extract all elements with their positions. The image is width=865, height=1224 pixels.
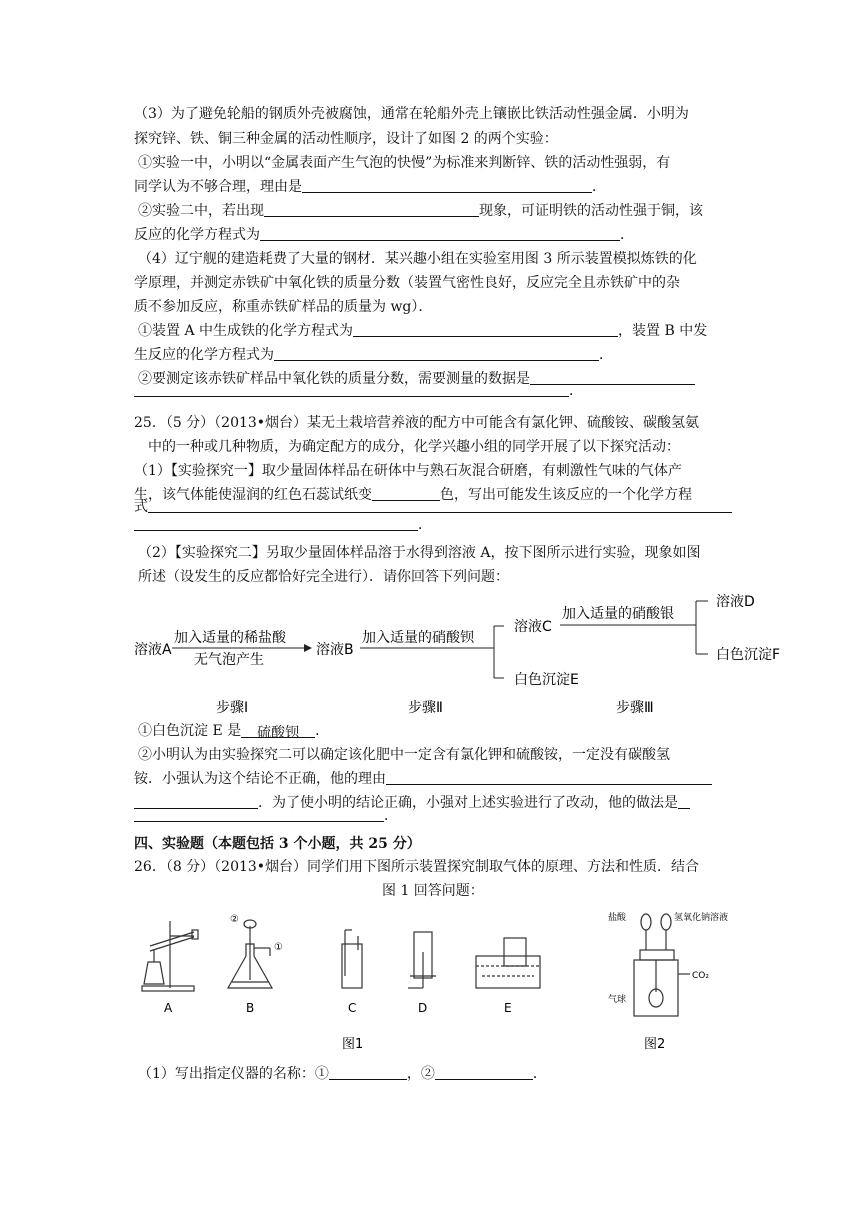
q4-a-equation-label: ①装置 A 中生成铁的化学方程式为 (138, 323, 354, 339)
apparatus-e (476, 938, 540, 988)
q3-line-1: （3）为了避免轮船的钢质外壳被腐蚀，通常在轮船外壳上镶嵌比铁活动性强金属．小明为 (134, 106, 689, 122)
q25-answer-2: ②小明认为由实验探究二可以确定该化肥中一定含有氯化钾和硫酸铵，一定没有碳酸氢 (138, 747, 670, 763)
q4-line-3: 质不参加反应，称重赤铁矿样品的质量为 wg）． (134, 299, 433, 315)
flow-reagent-3: 加入适量的硝酸银 (562, 606, 674, 622)
q4-b-equation-label: 生反应的化学方程式为 (134, 347, 274, 363)
q25-answer-1: ①白色沉淀 E 是 硫酸钡 ． (138, 723, 330, 741)
flow-solution-b: 溶液B (316, 642, 354, 658)
label-co2: CO₂ (692, 971, 709, 981)
flow-arrowhead-1 (304, 644, 312, 652)
label-d: D (418, 1001, 428, 1015)
q3-period: ． (592, 179, 606, 195)
label-naoh: 氢氧化钠溶液 (674, 913, 729, 923)
q25-change-blank[interactable] (678, 794, 690, 809)
label-b: B (246, 1001, 255, 1015)
apparatus-a (142, 921, 198, 991)
q4-a-equation-blank[interactable] (353, 322, 618, 337)
q26-intro-1: 26．（8 分）（2013•烟台）同学们用下图所示装置探究制取气体的原理、方法和性质．结合 (134, 859, 700, 875)
q25-precipitate-e-answer[interactable]: 硫酸钡 (241, 723, 315, 738)
label-e: E (504, 1001, 512, 1015)
apparatus-b (228, 920, 272, 988)
flow-solution-d: 溶液D (716, 594, 755, 610)
flow-step-1: 步骤Ⅰ (216, 700, 249, 716)
q25-change-blank-2[interactable] (134, 807, 384, 822)
q3-reason-label: 同学认为不够合理，理由是 (134, 179, 302, 195)
q4-measure-label: ②要测定该赤铁矿样品中氧化铁的质量分数，需要测量的数据是 (138, 371, 530, 387)
q4-line-7: ． (134, 381, 583, 401)
flow-precipitate-f: 白色沉淀F (716, 647, 781, 663)
q4-b-equation-blank[interactable] (274, 346, 599, 361)
flow-observation-1: 无气泡产生 (194, 652, 264, 668)
section-4-title: 四、实验题（本题包括 3 个小题，共 25 分） (134, 836, 421, 852)
q25-line-5b: ． (134, 515, 432, 535)
q3-phenomenon-label: ②实验二中，若出现 (138, 203, 264, 219)
flow-solution-a: 溶液A (134, 642, 172, 658)
label-a: A (164, 1001, 173, 1015)
q3-equation-blank[interactable] (260, 226, 620, 241)
q4-line-5: 生反应的化学方程式为 ． (134, 347, 613, 363)
q3-phenomenon-blank[interactable] (264, 202, 479, 217)
q4-line-2: 学原理，并测定赤铁矿中氧化铁的质量分数（装置气密性良好，反应完全且赤铁矿中的杂 (134, 275, 680, 291)
label-c: C (348, 1001, 357, 1015)
apparatus-d (408, 932, 436, 988)
label-circle-1: ① (274, 942, 283, 953)
q4-line-1: （4）辽宁舰的建造耗费了大量的钢材．某兴趣小组在实验室用图 3 所示装置模拟炼铁的化 (138, 251, 697, 267)
q3-line-5 (138, 201, 703, 221)
q26-intro-2: 图 1 回答问题： (382, 883, 484, 899)
q25-line-6: （2）【实验探究二】另取少量固体样品溶于水得到溶液 A，按下图所示进行实验，现象如图 (138, 545, 701, 561)
q3-line-6: 反应的化学方程式为 ． (134, 227, 634, 243)
q3-line-3: ①实验一中，小明以“金属表面产生气泡的快慢”为标准来判断锌、铁的活动性强弱，有 (138, 155, 671, 171)
q26-instrument-1-blank[interactable] (329, 1065, 407, 1080)
q25-line-4: 生，该气体能使湿润的红色石蕊试纸变 色，写出可能发生该反应的一个化学方程 (134, 487, 692, 503)
q26-part-1: （1）写出指定仪器的名称：① ，② ． (138, 1066, 547, 1082)
q26-instrument-2-blank[interactable] (435, 1065, 533, 1080)
flow-step-2: 步骤Ⅱ (408, 700, 443, 716)
q3-equation-label: 反应的化学方程式为 (134, 227, 260, 243)
apparatus-figure (130, 906, 740, 1056)
label-hcl: 盐酸 (608, 913, 627, 923)
flow-step-3: 步骤Ⅲ (616, 700, 654, 716)
q25-line-1: 25．（5 分）（2013•烟台）某无土栽培营养液的配方中可能含有氯化钾、硫酸铵、碳酸氢氨 (134, 415, 700, 431)
q25-line-5: 式 (134, 497, 732, 517)
apparatus-fig2 (634, 914, 690, 1016)
q25-answer-5: ． (134, 806, 398, 826)
label-balloon: 气球 (608, 995, 627, 1005)
q4-measure-blank-2[interactable] (134, 382, 569, 397)
q25-line-3: （1）【实验探究一】取少量固体样品在研体中与熟石灰混合研磨，有刺激性气味的气体产 (134, 463, 682, 479)
q25-answer-4: ．为了使小明的结论正确，小强对上述实验进行了改动，他的做法是 (134, 793, 690, 813)
flow-diagram (126, 588, 806, 723)
q3-phenomenon-tail: 现象，可证明铁的活动性强于铜，该 (479, 203, 703, 219)
q25-reason-blank[interactable] (386, 770, 712, 785)
figure-1-caption: 图1 (342, 1037, 364, 1052)
figure-2-caption: 图2 (644, 1037, 666, 1052)
q25-equation-blank-2[interactable] (134, 516, 418, 531)
q25-line-2: 中的一种或几种物质，为确定配方的成分，化学兴趣小组的同学开展了以下探究活动： (148, 439, 680, 455)
q3-line-2: 探究锌、铁、铜三种金属的活动性顺序，设计了如图 2 的两个实验： (134, 131, 558, 147)
flow-solution-c: 溶液C (514, 619, 552, 635)
label-circle-2: ② (230, 914, 239, 925)
q25-answer-3: 铵．小强认为这个结论不正确，他的理由 (134, 769, 712, 789)
q3-reason-blank[interactable] (302, 178, 592, 193)
flow-precipitate-e: 白色沉淀E (514, 672, 579, 688)
flow-reagent-2: 加入适量的硝酸钡 (362, 630, 474, 646)
q25-equation-blank[interactable] (148, 498, 732, 513)
flow-reagent-1: 加入适量的稀盐酸 (174, 630, 286, 646)
q4-line-4: ①装置 A 中生成铁的化学方程式为 ，装置 B 中发 (138, 323, 708, 339)
apparatus-c (342, 930, 362, 988)
q25-line-7: 所述（设发生的反应都恰好完全进行）．请你回答下列问题： (138, 569, 509, 585)
q3-line-4 (134, 177, 606, 197)
